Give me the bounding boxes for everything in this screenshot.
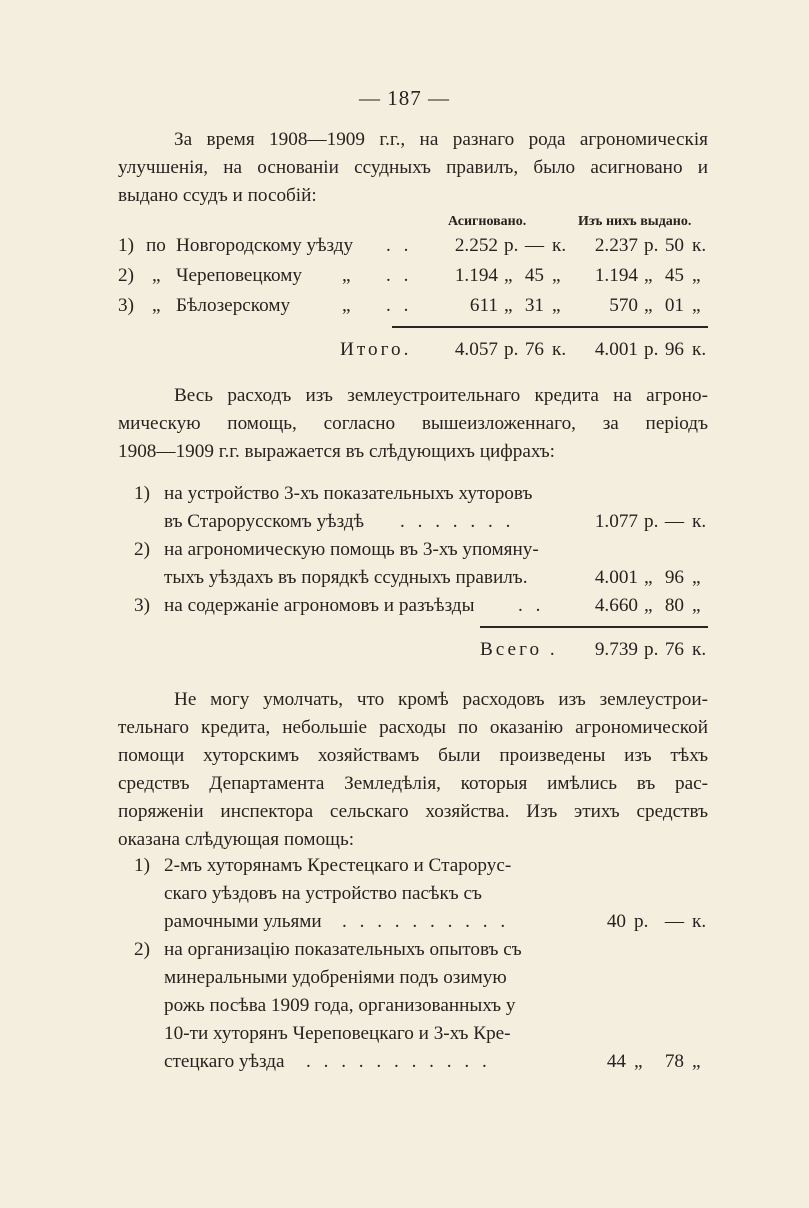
row-prefix: „ — [152, 295, 161, 316]
item-text: 2-мъ хуторянамъ Крестецкаго и Старорус- — [164, 855, 512, 876]
page-number: — 187 — — [359, 86, 450, 110]
amount-unit: „ — [644, 595, 653, 616]
allocated-unit: „ — [552, 265, 561, 286]
allocated-unit: „ — [504, 265, 513, 286]
paragraph-line: 1908—1909 г.г. выражается въ слѣдующихъ цифрахъ: — [118, 441, 555, 462]
amount-unit: р. — [634, 911, 649, 932]
amount-rubles: 4.660 — [594, 595, 638, 616]
amount-unit: „ — [692, 567, 701, 588]
allocated-unit: к. — [552, 339, 567, 360]
dot-leader: . . — [518, 595, 545, 616]
list-item — [0, 936, 809, 964]
dot-leader: . . — [386, 295, 413, 316]
paragraph-line: средствъ Департамента Земледѣлія, которыя имѣлись въ рас- — [118, 773, 708, 794]
list-item-continuation — [0, 908, 809, 936]
table-row — [0, 262, 809, 290]
allocated-rubles-total: 4.057 — [454, 339, 498, 360]
amount-kopecks: 78 — [664, 1051, 684, 1072]
allocated-kopecks: — — [524, 235, 544, 256]
list-item — [0, 592, 809, 620]
dot-leader: . . . . . . . — [400, 511, 515, 532]
item-number: 1) — [134, 855, 150, 876]
column-header-disbursed: Изъ нихъ выдано. — [578, 214, 692, 229]
amount-unit: „ — [644, 567, 653, 588]
allocated-kopecks: 31 — [524, 295, 544, 316]
allocated-unit: к. — [552, 235, 567, 256]
row-number: 2) — [118, 265, 134, 286]
disbursed-unit: к. — [692, 235, 707, 256]
amount-rubles: 1.077 — [594, 511, 638, 532]
amount-rubles: 40 — [606, 911, 626, 932]
sum-rule — [480, 626, 708, 628]
disbursed-rubles: 2.237 — [594, 235, 638, 256]
amount-rubles: 4.001 — [594, 567, 638, 588]
item-number: 2) — [134, 939, 150, 960]
dot-leader: . . — [386, 265, 413, 286]
item-number: 3) — [134, 595, 150, 616]
item-text: скаго уѣздовъ на устройство пасѣкъ съ — [164, 883, 482, 904]
list-item-continuation — [0, 1020, 809, 1048]
amount-kopecks: — — [664, 511, 684, 532]
disbursed-unit: „ — [692, 295, 701, 316]
paragraph-expenses — [118, 382, 708, 466]
paragraph-line: Весь расходъ изъ землеустроительнаго кредита на агроно- — [174, 385, 708, 406]
allocated-kopecks-total: 76 — [524, 339, 544, 360]
disbursed-rubles: 570 — [609, 295, 638, 316]
disbursed-unit: „ — [644, 295, 653, 316]
total-label: Всего . — [480, 639, 558, 660]
total-row — [0, 336, 809, 364]
disbursed-unit: „ — [692, 265, 701, 286]
dot-leader: . . . . . . . . . . . — [306, 1051, 491, 1072]
total-label: Итого. — [340, 339, 412, 360]
district-name: Новгородскому уѣзду — [176, 235, 354, 256]
paragraph-line: мическую помощь, согласно вышеизложеннаго, за періодъ — [118, 413, 708, 434]
allocated-kopecks: 45 — [524, 265, 544, 286]
table-row — [0, 292, 809, 320]
disbursed-kopecks: 01 — [664, 295, 684, 316]
amount-unit: р. — [644, 511, 659, 532]
district-name: Череповецкому — [176, 265, 303, 286]
disbursed-kopecks-total: 96 — [664, 339, 684, 360]
allocated-unit: „ — [552, 295, 561, 316]
total-kopecks: 76 — [664, 639, 684, 660]
ditto-mark: „ — [342, 295, 351, 316]
allocated-unit: „ — [504, 295, 513, 316]
row-number: 1) — [118, 235, 134, 256]
total-row — [0, 636, 809, 664]
paragraph-line: выдано ссудъ и пособій: — [118, 185, 317, 206]
amount-unit: к. — [692, 911, 707, 932]
disbursed-unit: р. — [644, 235, 659, 256]
paragraph-line: оказана слѣдующая помощь: — [118, 829, 355, 850]
row-number: 3) — [118, 295, 134, 316]
item-text: на устройство 3-хъ показательныхъ хуторовъ — [164, 483, 533, 504]
paragraph-line: За время 1908—1909 г.г., на разнаго рода агрономическія — [174, 129, 708, 150]
paragraph-line: помощи хуторскимъ хозяйствамъ были произведены изъ тѣхъ — [118, 745, 708, 766]
list-item-continuation — [0, 964, 809, 992]
table-row — [0, 232, 809, 260]
item-text: рожь посѣва 1909 года, организованныхъ у — [164, 995, 516, 1016]
dot-leader: . . . . . . . . . . — [342, 911, 510, 932]
paragraph-line: тельнаго кредита, небольшіе расходы по оказанію агрономической — [118, 717, 708, 738]
item-text: рамочными ульями — [164, 911, 322, 932]
item-text: 10-ти хуторянъ Череповецкаго и 3-хъ Кре- — [164, 1023, 511, 1044]
item-number: 2) — [134, 539, 150, 560]
list-item-continuation — [0, 1048, 809, 1076]
amount-kopecks: 96 — [664, 567, 684, 588]
allocated-rubles: 2.252 — [454, 235, 498, 256]
paragraph-line: улучшенія, на основаніи ссудныхъ правилъ, было асигновано и — [118, 157, 708, 178]
disbursed-unit: „ — [644, 265, 653, 286]
list-item — [0, 480, 809, 508]
sum-rule — [392, 326, 708, 328]
paragraph-line: Не могу умолчать, что кромѣ расходовъ изъ землеустрои- — [174, 689, 708, 710]
item-text: минеральными удобреніями подъ озимую — [164, 967, 507, 988]
total-rubles: 9.739 — [594, 639, 638, 660]
item-text: въ Старорусскомъ уѣздѣ — [164, 511, 364, 532]
amount-kopecks: — — [664, 911, 684, 932]
item-text: на содержаніе агрономовъ и разъѣзды — [164, 595, 475, 616]
disbursed-rubles: 1.194 — [594, 265, 638, 286]
list-item — [0, 852, 809, 880]
ditto-mark: „ — [342, 265, 351, 286]
list-item-continuation — [0, 508, 809, 536]
amount-unit: „ — [634, 1051, 643, 1072]
amount-rubles: 44 — [606, 1051, 626, 1072]
list-item-continuation — [0, 880, 809, 908]
amount-unit: „ — [692, 1051, 701, 1072]
paragraph-intro — [118, 126, 708, 210]
disbursed-kopecks: 45 — [664, 265, 684, 286]
disbursed-unit: к. — [692, 339, 707, 360]
allocated-rubles: 1.194 — [454, 265, 498, 286]
amount-unit: к. — [692, 639, 707, 660]
item-text: стецкаго уѣзда — [164, 1051, 285, 1072]
disbursed-unit: р. — [644, 339, 659, 360]
list-item-continuation — [0, 992, 809, 1020]
disbursed-rubles-total: 4.001 — [594, 339, 638, 360]
list-item — [0, 536, 809, 564]
amount-unit: „ — [692, 595, 701, 616]
dot-leader: . . — [386, 235, 413, 256]
allocated-unit: р. — [504, 339, 519, 360]
item-number: 1) — [134, 483, 150, 504]
paragraph-other-expenses — [118, 686, 708, 854]
list-item-continuation — [0, 564, 809, 592]
item-text: тыхъ уѣздахъ въ порядкѣ ссудныхъ правилъ. — [164, 567, 528, 588]
item-text: на агрономическую помощь въ 3-хъ упомяну- — [164, 539, 539, 560]
amount-unit: р. — [644, 639, 659, 660]
amount-kopecks: 80 — [664, 595, 684, 616]
amount-unit: к. — [692, 511, 707, 532]
item-text: на организацію показательныхъ опытовъ съ — [164, 939, 522, 960]
allocated-rubles: 611 — [469, 295, 498, 316]
district-name: Бѣлозерскому — [176, 295, 291, 316]
allocated-unit: р. — [504, 235, 519, 256]
row-prefix: по — [146, 235, 166, 256]
disbursed-kopecks: 50 — [664, 235, 684, 256]
column-header-allocated: Асигновано. — [448, 214, 527, 229]
paragraph-line: поряженіи инспектора сельскаго хозяйства. Изъ этихъ средствъ — [118, 801, 708, 822]
row-prefix: „ — [152, 265, 161, 286]
